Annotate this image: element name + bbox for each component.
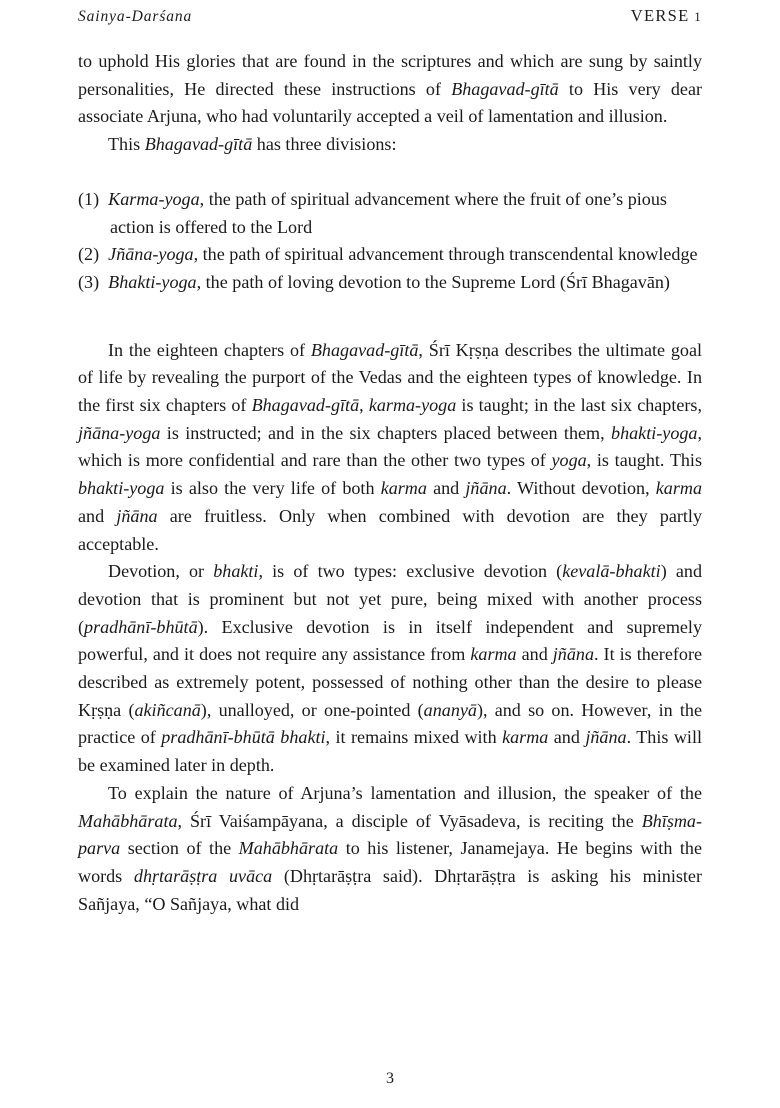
list-item-text: Jñāna-yoga, the path of spiritual advancement through transcendental knowledge [108, 244, 698, 265]
list-item [78, 269, 702, 297]
list-spacer-below [78, 297, 702, 337]
running-head [78, 6, 702, 28]
list-item-marker: (3) [78, 271, 100, 292]
divisions-list [78, 186, 702, 297]
page-number: 3 [386, 1070, 394, 1087]
paragraph-mahabharata-narration: To explain the nature of Arjuna’s lamentation and illusion, the speaker of the Mahābhārata, Śrī Vaiśampāyana, a disciple of Vyāsadeva, is reciting the Bhīṣma-parva section of the Mahābhārata to his listener, Janamejaya. He begins with the words dhṛtarāṣṭra uvāca (Dhṛtarāṣṭra said). Dhṛtarāṣṭra is asking his minister Sañjaya, “O Sañjaya, what did [78, 782, 702, 914]
list-item-text: Bhakti-yoga, the path of loving devotion to the Supreme Lord (Śrī Bhagavān) [108, 271, 670, 292]
list-item-text: Karma-yoga, the path of spiritual advancement where the fruit of one’s pious action is offered to the Lord [108, 188, 667, 237]
body-text-column [78, 48, 702, 918]
list-item [78, 186, 702, 241]
list-spacer-above [78, 159, 702, 186]
list-item-marker: (1) [78, 188, 100, 209]
list-item-marker: (2) [78, 244, 100, 265]
paragraph-continued-from-previous-page: to uphold His glories that are found in the scriptures and which are sung by saintly personalities, He directed these instructions of Bhagavad-gītā to His very dear associate Arjuna, who had voluntarily accepted a veil of lamentation and illusion. [78, 51, 702, 127]
running-head-book-section-title: Sainya-Darśana [78, 8, 193, 25]
running-head-verse-number: 1 [694, 9, 702, 24]
paragraph-three-divisions-intro: This Bhagavad-gītā has three divisions: [108, 134, 397, 155]
paragraph-two-types-of-devotion: Devotion, or bhakti, is of two types: exclusive devotion (kevalā-bhakti) and devotion that is prominent but not yet pure, being mixed with another process (pradhānī-bhūtā). Exclusive devotion is in itself independent and supremely powerful, and it does not require any assistance from karma and jñāna. It is therefore described as extremely potent, possessed of nothing other than the desire to please Kṛṣṇa (akiñcanā), unalloyed, or one-pointed (ananyā), and so on. However, in the practice of pradhānī-bhūtā bhakti, it remains mixed with karma and jñāna. This will be examined later in depth. [78, 561, 703, 776]
running-head-verse-word: VERSE [630, 6, 690, 25]
list-item [78, 241, 702, 269]
paragraph-eighteen-chapters: In the eighteen chapters of Bhagavad-gītā, Śrī Kṛṣṇa describes the ultimate goal of life by revealing the purport of the Vedas and the eighteen types of knowledge. In the first six chapters of Bhagavad-gītā, karma-yoga is taught; in the last six chapters, jñāna-yoga is instructed; and in the six chapters placed between them, bhakti-yoga, which is more confidential and rare than the other two types of yoga, is taught. This bhakti-yoga is also the very life of both karma and jñāna. Without devotion, karma and jñāna are fruitless. Only when combined with devotion are they partly acceptable. [78, 339, 703, 554]
running-head-verse-label [631, 6, 702, 26]
